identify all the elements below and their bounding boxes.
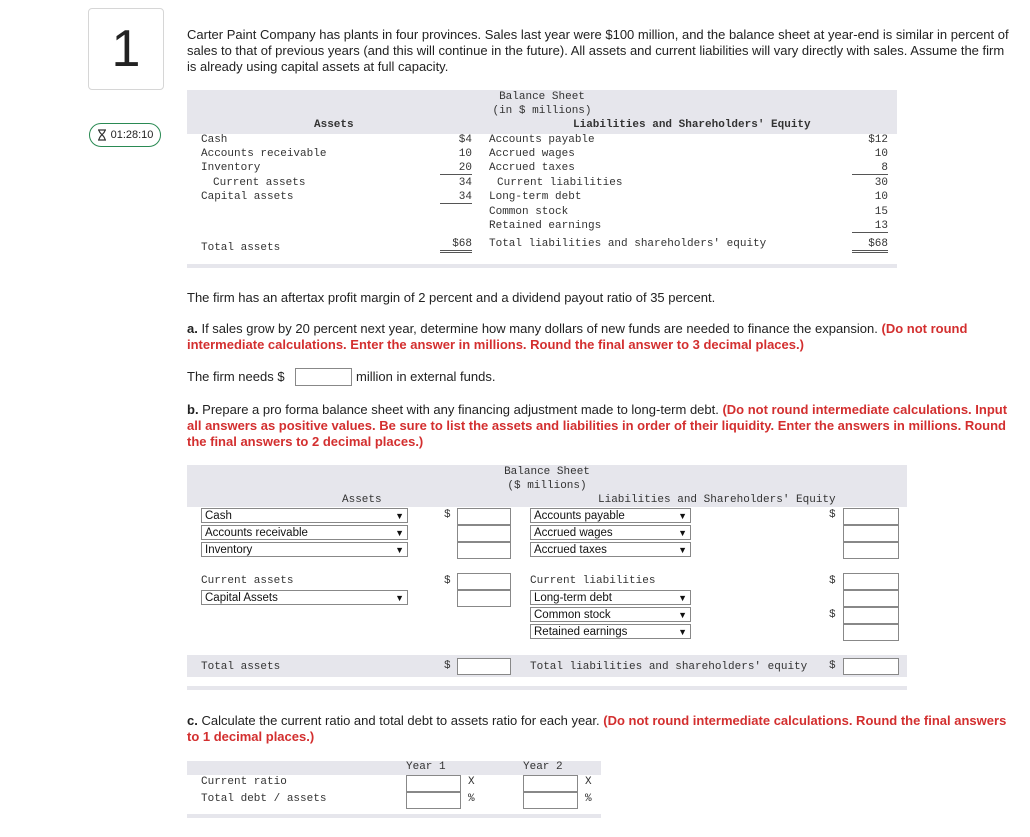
part-b-instruction: (Do not round intermediate calculations. Input all answers as positive values. Be sure to list the assets and liabilities in order of their liquidity. Enter the answers in millions. Round the final answers to 2 decimal places.) (187, 402, 1008, 449)
liab-select-2[interactable] (530, 525, 691, 540)
chevron-down-icon: ▼ (395, 545, 404, 555)
bs-liab-label: Accounts payable (489, 134, 595, 146)
bs-asset-label: Cash (201, 134, 228, 146)
chevron-down-icon: ▼ (395, 593, 404, 603)
part-a-letter: a. (187, 321, 198, 336)
current-ratio-year2-input[interactable] (523, 775, 578, 792)
chevron-down-icon: ▼ (678, 528, 687, 538)
bs-asset-value: 10 (458, 148, 472, 160)
liab-input-2[interactable] (843, 525, 899, 542)
pf-total-assets-label: Total assets (201, 661, 281, 673)
lower-liab-select-1[interactable] (530, 590, 691, 605)
long-term-debt-input[interactable] (843, 590, 899, 607)
bs-total-liab-value: $68 (852, 238, 888, 253)
bs-asset-label: Accounts receivable (201, 148, 327, 160)
ratio-label: Total debt / assets (201, 793, 327, 805)
bs-liab-label: Current liabilities (497, 177, 623, 189)
profit-text: The firm has an aftertax profit margin of 2 percent and a dividend payout ratio of 35 percent. (187, 290, 716, 305)
pf-subtitle: ($ millions) (507, 480, 587, 492)
chevron-down-icon: ▼ (678, 610, 687, 620)
liab-select-value: Long-term debt (534, 592, 612, 604)
part-b-text: Prepare a pro forma balance sheet with any financing adjustment made to long-term debt. (198, 402, 723, 417)
pf-current-liab-label: Current liabilities (530, 575, 656, 587)
question-intro: Carter Paint Company has plants in four provinces. Sales last year were $100 million, and the balance sheet at year-end is similar in percent of sales to that of previous years (and this will continue in the future). All assets and current liabilities will vary directly with sales. Assume the firm is already using capital assets at full capacity. (187, 27, 1009, 74)
debt-assets-year1-input[interactable] (406, 792, 461, 809)
asset-select-value: Inventory (205, 544, 253, 556)
bs-liab-value: 13 (852, 220, 888, 233)
current-liab-input[interactable] (843, 573, 899, 590)
asset-input-3[interactable] (457, 542, 511, 559)
chevron-down-icon: ▼ (395, 528, 404, 538)
part-c-text: Calculate the current ratio and total debt to assets ratio for each year. (197, 713, 604, 728)
pf-total-liab-label: Total liabilities and shareholders' equity (530, 661, 808, 673)
bs-asset-label: Current assets (213, 177, 306, 189)
bs-liab-value: 30 (874, 177, 888, 189)
hourglass-icon (97, 129, 107, 141)
asset-select-1[interactable] (201, 508, 408, 523)
liab-input-1[interactable] (843, 508, 899, 525)
bs-subtitle: (in $ millions) (492, 105, 592, 117)
bs-total-assets-label: Total assets (201, 242, 281, 254)
bs-liab-header: Liabilities and Shareholders' Equity (573, 119, 811, 131)
debt-assets-year2-input[interactable] (523, 792, 578, 809)
bs-asset-value: 34 (440, 191, 472, 204)
bs-liab-label: Accrued wages (489, 148, 575, 160)
bs-liab-value: $12 (868, 134, 888, 146)
liab-select-value: Accrued taxes (534, 544, 607, 556)
current-assets-input[interactable] (457, 573, 511, 590)
chevron-down-icon: ▼ (678, 545, 687, 555)
external-funds-input[interactable] (295, 368, 352, 386)
asset-select-2[interactable] (201, 525, 408, 540)
bs-liab-label: Accrued taxes (489, 162, 575, 174)
dollar-sign: $ (444, 509, 451, 521)
bs-liab-label: Common stock (489, 206, 569, 218)
bs-liab-value: 10 (874, 191, 888, 203)
bs-asset-label: Inventory (201, 162, 261, 174)
asset-input-1[interactable] (457, 508, 511, 525)
timer-text: 01:28:10 (110, 129, 154, 141)
liab-input-3[interactable] (843, 542, 899, 559)
ratio-unit: % (468, 793, 475, 805)
capital-assets-input[interactable] (457, 590, 511, 607)
lower-liab-select-3[interactable] (530, 624, 691, 639)
bs-liab-value: 8 (852, 162, 888, 175)
part-a-question (187, 321, 1017, 353)
current-ratio-year1-input[interactable] (406, 775, 461, 792)
bs-title: Balance Sheet (499, 91, 585, 103)
common-stock-input[interactable] (843, 607, 899, 624)
part-c-letter: c. (187, 713, 198, 728)
timer (89, 123, 161, 147)
chevron-down-icon: ▼ (678, 627, 687, 637)
asset-select-value: Accounts receivable (205, 527, 308, 539)
dollar-sign: $ (829, 509, 836, 521)
lower-liab-select-2[interactable] (530, 607, 691, 622)
pf-current-assets-label: Current assets (201, 575, 294, 587)
pf-liab-header: Liabilities and Shareholders' Equity (598, 494, 836, 506)
bs-liab-value: 10 (874, 148, 888, 160)
part-c-instruction: (Do not round intermediate calculations. Round the final answers to 1 decimal places.) (187, 713, 1007, 744)
asset-input-2[interactable] (457, 525, 511, 542)
bs-liab-value: 15 (874, 206, 888, 218)
liab-select-value: Common stock (534, 609, 611, 621)
bs-asset-value: 34 (458, 177, 472, 189)
asset-select-value: Cash (205, 510, 232, 522)
asset-select-3[interactable] (201, 542, 408, 557)
bs-asset-value: 20 (440, 162, 472, 175)
bs-liab-label: Retained earnings (489, 220, 602, 232)
part-b-question (187, 402, 1017, 450)
part-a-answer-prefix: The firm needs $ (187, 369, 285, 384)
capital-assets-select[interactable] (201, 590, 408, 605)
bs-asset-label: Capital assets (201, 191, 294, 203)
bs-assets-header: Assets (314, 119, 354, 131)
liab-select-value: Retained earnings (534, 626, 628, 638)
ratio-unit: % (585, 793, 592, 805)
bs-total-assets-value: $68 (440, 238, 472, 253)
total-assets-input[interactable] (457, 658, 511, 675)
part-a-answer-suffix: million in external funds. (356, 369, 496, 384)
dollar-sign: $ (829, 660, 836, 672)
pf-assets-header: Assets (342, 494, 382, 506)
dollar-sign: $ (829, 609, 836, 621)
bs-asset-value: $4 (458, 134, 472, 146)
capital-select-value: Capital Assets (205, 592, 278, 604)
dollar-sign: $ (444, 575, 451, 587)
dollar-sign: $ (829, 575, 836, 587)
question-number: 1 (88, 8, 164, 90)
dollar-sign: $ (444, 660, 451, 672)
total-liab-input[interactable] (843, 658, 899, 675)
chevron-down-icon: ▼ (678, 511, 687, 521)
liab-select-value: Accounts payable (534, 510, 625, 522)
chevron-down-icon: ▼ (678, 593, 687, 603)
part-b-letter: b. (187, 402, 199, 417)
pf-title: Balance Sheet (504, 466, 590, 478)
retained-earnings-input[interactable] (843, 624, 899, 641)
ratio-label: Current ratio (201, 776, 287, 788)
part-a-instruction: (Do not round intermediate calculations. Enter the answer in millions. Round the final answer to 3 decimal places.) (187, 321, 968, 352)
part-c-question (187, 713, 1017, 745)
liab-select-3[interactable] (530, 542, 691, 557)
year2-header: Year 2 (523, 761, 563, 773)
bs-liab-label: Long-term debt (489, 191, 582, 203)
ratio-unit: X (468, 776, 475, 788)
liab-select-1[interactable] (530, 508, 691, 523)
ratio-unit: X (585, 776, 592, 788)
bs-total-liab-label: Total liabilities and shareholders' equity (489, 238, 767, 250)
year1-header: Year 1 (406, 761, 446, 773)
chevron-down-icon: ▼ (395, 511, 404, 521)
liab-select-value: Accrued wages (534, 527, 613, 539)
part-a-text: If sales grow by 20 percent next year, determine how many dollars of new funds are needed to finance the expansion. (197, 321, 882, 336)
